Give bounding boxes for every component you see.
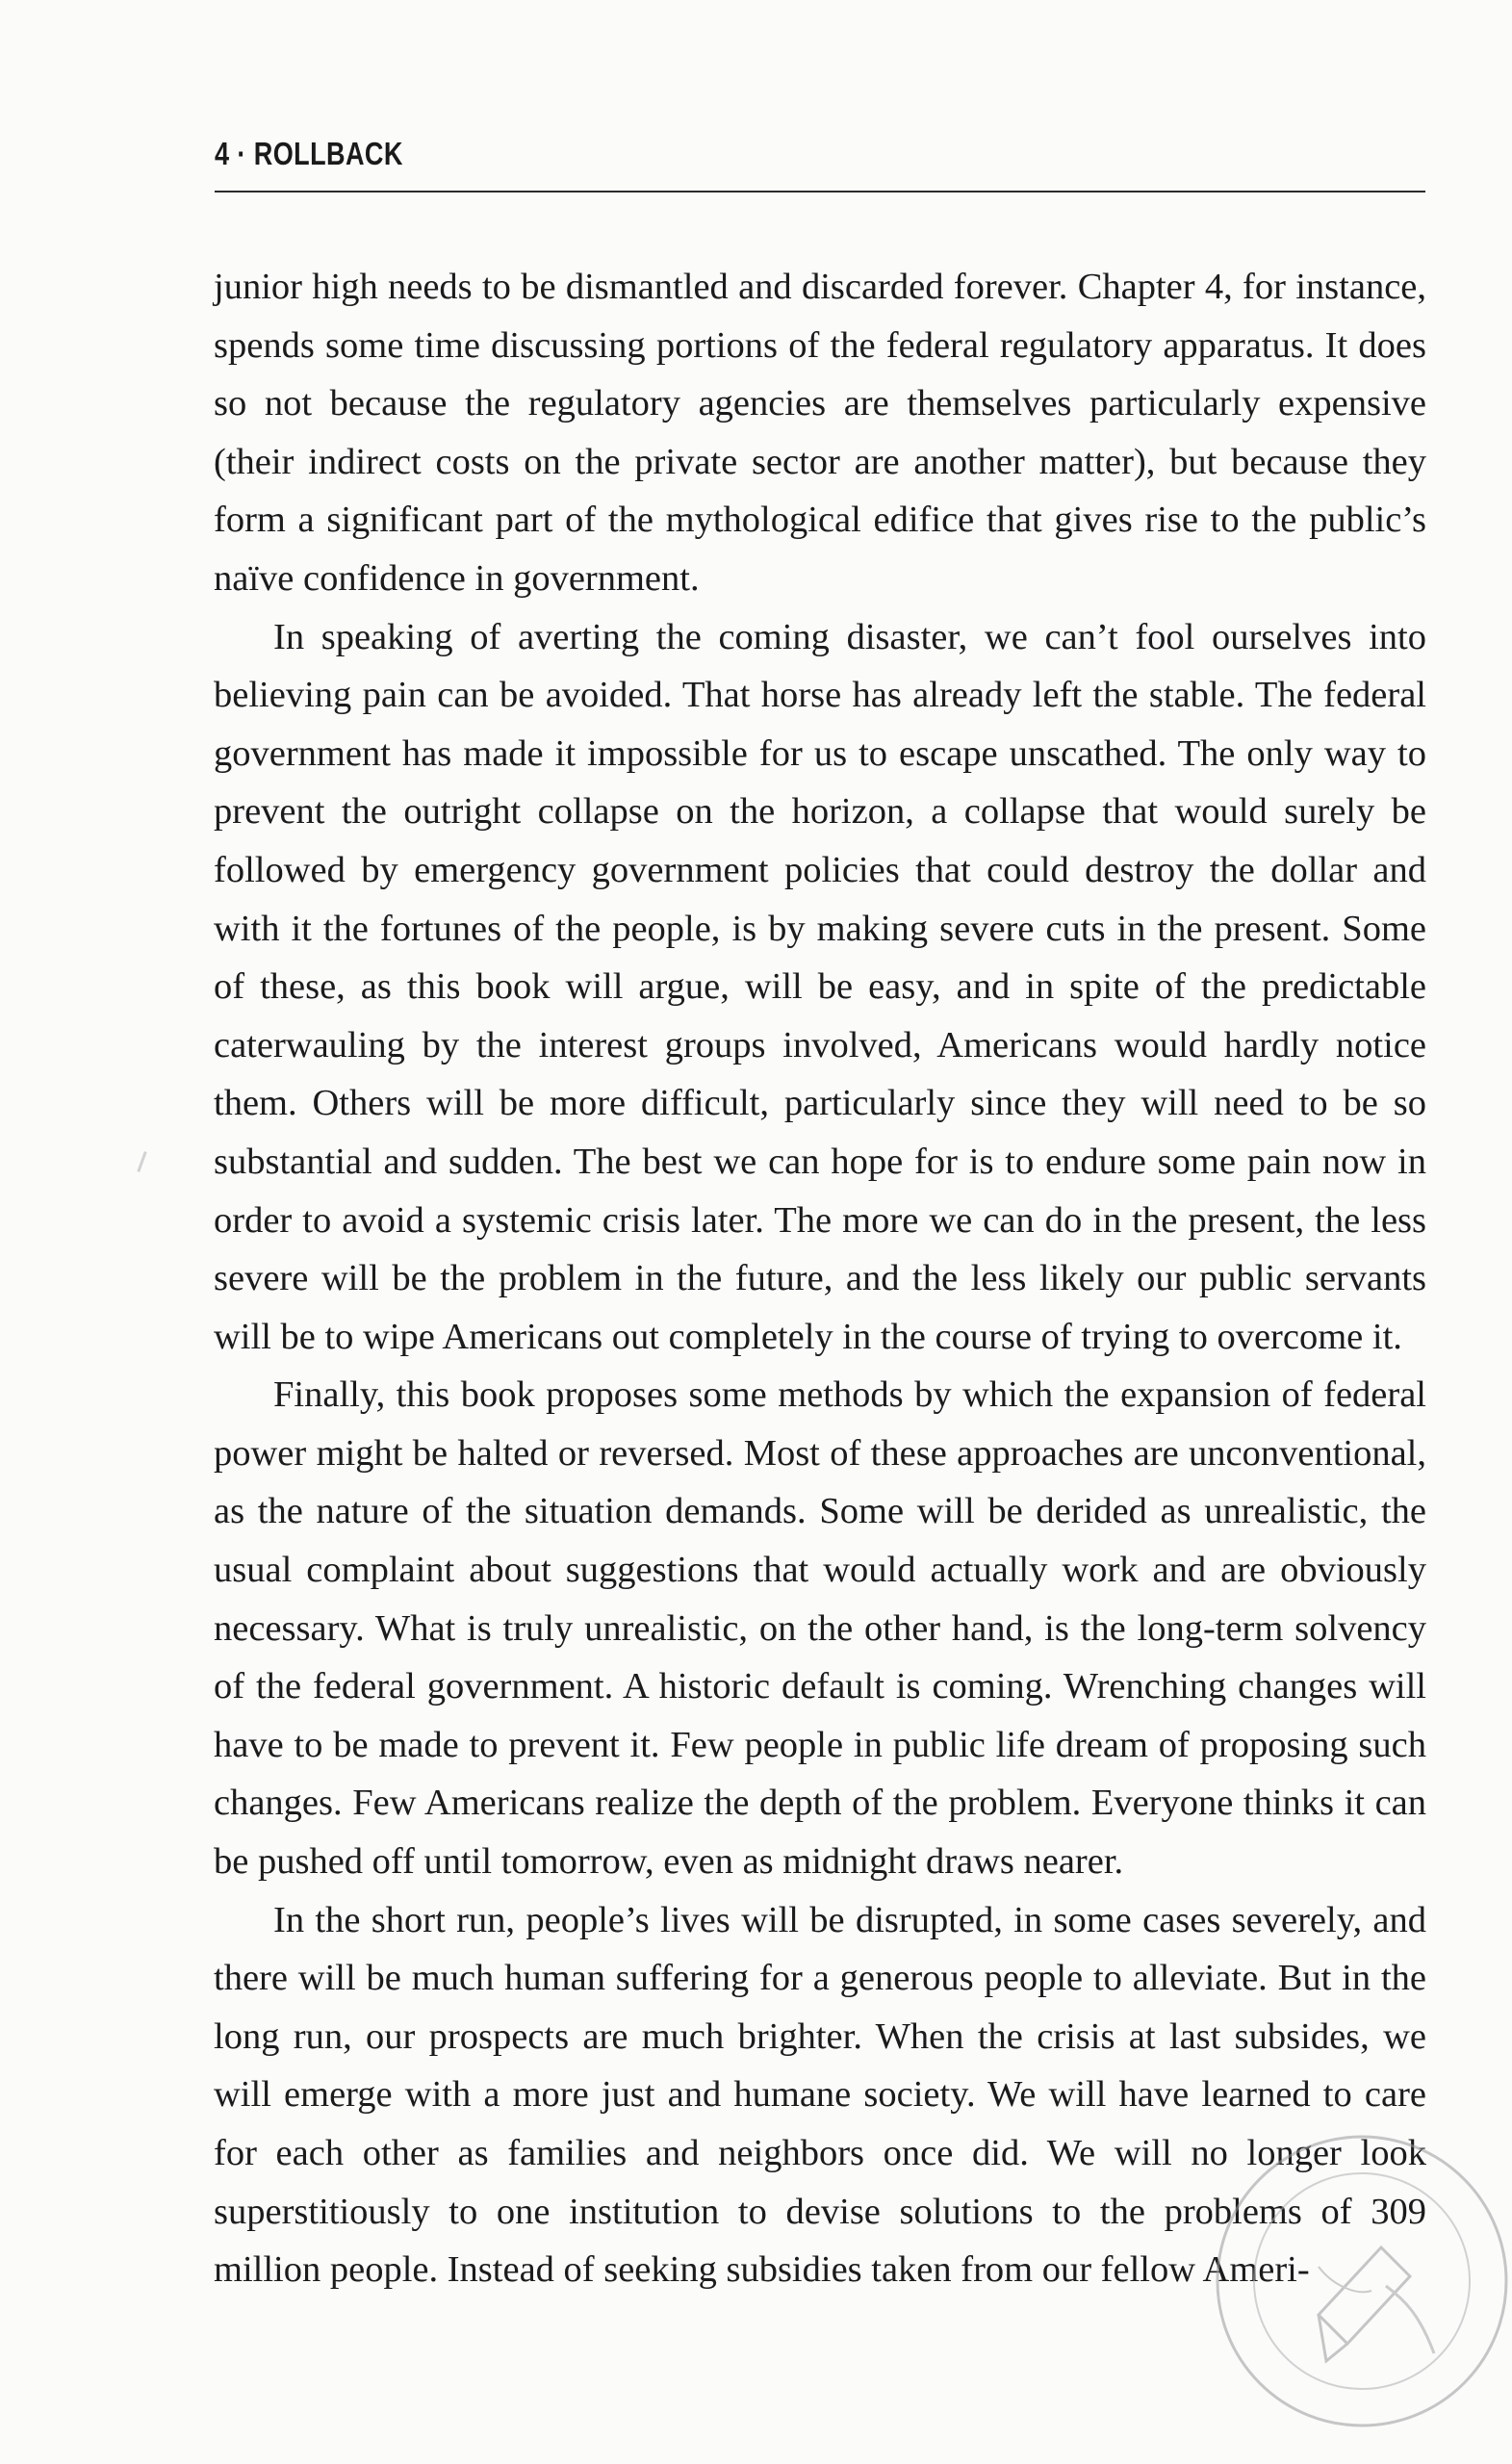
- paragraph: Finally, this book proposes some methods by which the expansion of federal power might be halted or reversed. Most of these approaches are unconventional, as the nature of the situation demands. Some will be derided as unrealistic, the usual complaint about suggestions that would actually work and are obviously necessary. What is truly unrealistic, on the other hand, is the long-term solvency of the federal government. A historic default is coming. Wrenching changes will have to be made to prevent it. Few people in public life dream of proposing such changes. Few Americans realize the depth of the problem. Everyone thinks it can be pushed off until tomorrow, even as midnight draws nearer.: [214, 1374, 1426, 1883]
- paragraph: In speaking of averting the coming disaster, we can’t fool ourselves into believing pain can be avoided. That horse has already left the stable. The federal government has made it impossible for us to escape unscathed. The only way to prevent the outright collapse on the horizon, a collapse that would surely be followed by emergency government policies that could destroy the dollar and with it the fortunes of the people, is by making severe cuts in the present. Some of these, as this book will argue, will be easy, and in spite of the predictable caterwauling by the interest groups involved, Americans would hardly notice them. Others will be more difficult, particularly since they will need to be so substantial and sudden. The best we can hope for is to endure some pain now in order to avoid a systemic crisis later. The more we can do in the present, the less severe will be the problem in the future, and the less likely our public servants will be to wipe Americans out completely in the course of trying to overcome it.: [214, 616, 1426, 1357]
- running-head: [215, 135, 1425, 192]
- bookseller-stamp-icon: [1203, 2122, 1512, 2440]
- paragraph: In the short run, people’s lives will be disrupted, in some cases severely, and there will be much human suffering for a generous people to alleviate. But in the long run, our prospects are much brighter. When the crisis at last subsides, we will emerge with a more just and humane society. We will have learned to care for each other as families and neighbors once did. We will no longer look superstitiously to one institution to devise solutions to the problems of 309 million people. Instead of seeking subsidies taken from our fellow Ameri-: [214, 1899, 1426, 2291]
- paragraph: junior high needs to be dismantled and discarded forever. Chapter 4, for instance, spends some time discussing portions of the federal regulatory apparatus. It does so not because the regulatory agencies are themselves particularly expensive (their indirect costs on the private sector are another matter), but because they form a significant part of the mythological edifice that gives rise to the public’s naïve confidence in government.: [214, 267, 1426, 599]
- page-body: [214, 258, 1426, 2299]
- running-head-text: 4 · ROLLBACK: [215, 136, 403, 171]
- scan-speck: [137, 1151, 146, 1172]
